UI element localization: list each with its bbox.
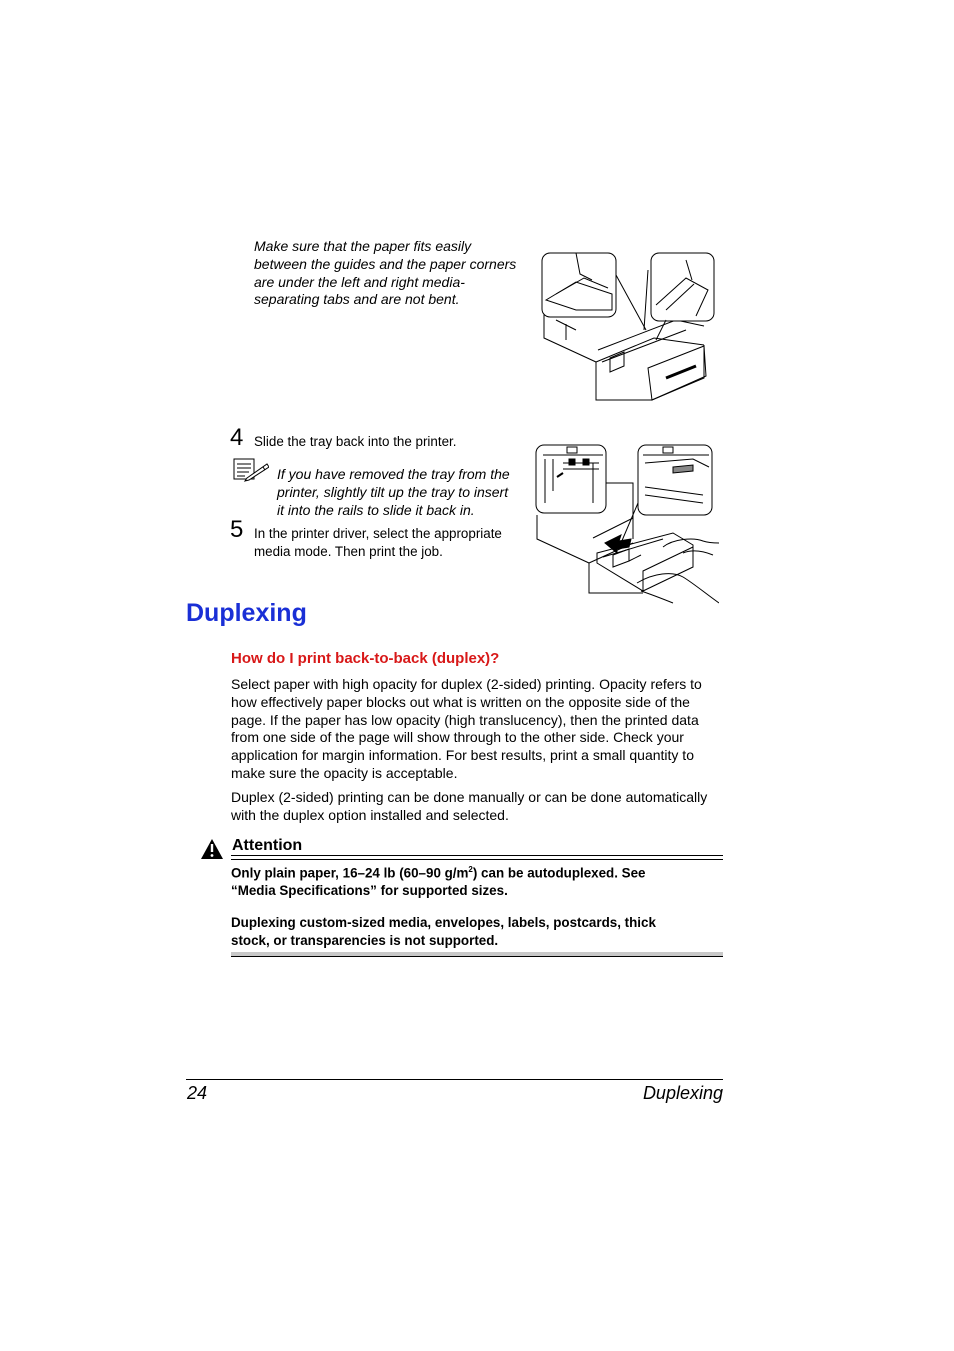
paragraph-line: application for margin information. For best results, print a small quantity to xyxy=(231,747,694,764)
footer-rule xyxy=(186,1079,723,1080)
step-4-text: Slide the tray back into the printer. xyxy=(254,434,457,449)
duplex-method-paragraph xyxy=(231,789,731,825)
note-line: separating tabs and are not bent. xyxy=(254,291,460,308)
step-5-line: In the printer driver, select the appropriate xyxy=(254,526,502,541)
note-line: it into the rails to slide it back in. xyxy=(277,501,475,518)
unsupported-media-note xyxy=(231,914,726,949)
page-number: 24 xyxy=(187,1083,208,1103)
note-line: Make sure that the paper fits easily xyxy=(254,238,472,254)
note-line: printer, slightly tilt up the tray to insert xyxy=(277,483,509,500)
paragraph-line: Duplex (2-sided) printing can be done manually or can be done automatically xyxy=(231,789,708,805)
attention-line: “Media Specifications” for supported sizes. xyxy=(231,883,508,899)
paper-fit-note xyxy=(254,238,534,309)
autoduplex-paper-note xyxy=(231,861,726,900)
warning-triangle-icon xyxy=(200,838,224,860)
note-pad-icon xyxy=(233,458,269,482)
attention-line-1-end: ) can be autoduplexed. See xyxy=(472,865,646,881)
paragraph-line: from one side of the page will show through to the other side. Check your xyxy=(231,729,684,746)
tray-paper-illustration xyxy=(536,250,716,405)
paragraph-line: make sure the opacity is acceptable. xyxy=(231,764,458,781)
note-line: between the guides and the paper corners xyxy=(254,255,517,272)
tray-insert-illustration xyxy=(533,443,719,608)
paragraph-line: with the duplex option installed and selected. xyxy=(231,806,509,823)
attention-line: stock, or transparencies is not supported. xyxy=(231,932,499,948)
superscript-2: 2 xyxy=(468,865,473,874)
page-title: Duplexing xyxy=(186,599,307,627)
paragraph-line: how effectively paper blocks out what is written on the opposite side of the xyxy=(231,693,690,710)
attention-line-1-start: Only plain paper, 16–24 lb (60–90 g/m xyxy=(231,865,469,881)
attention-top-rule xyxy=(231,855,723,856)
tray-tilt-note xyxy=(277,466,527,519)
paragraph-line: Select paper with high opacity for duplex (2-sided) printing. Opacity refers to xyxy=(231,676,702,692)
footer-section-name: Duplexing xyxy=(642,1083,723,1103)
attention-title: Attention xyxy=(232,837,303,854)
attention-bottom-rule xyxy=(231,952,723,957)
note-line: are under the left and right media- xyxy=(254,273,465,290)
section-subtitle: How do I print back-to-back (duplex)? xyxy=(231,650,500,667)
note-line: If you have removed the tray from the xyxy=(277,466,510,482)
attention-top-rule-2 xyxy=(231,859,723,860)
paragraph-line: page. If the paper has low opacity (high translucency), then the printed data xyxy=(231,711,699,728)
attention-line: Duplexing custom-sized media, envelopes, labels, postcards, thick xyxy=(231,915,656,930)
step-number-4: 4 xyxy=(230,424,244,451)
step-number-5: 5 xyxy=(230,516,244,543)
step-5-line: media mode. Then print the job. xyxy=(254,543,443,559)
opacity-paragraph xyxy=(231,676,731,783)
attention-line xyxy=(231,861,726,882)
step-5-text xyxy=(254,525,502,561)
